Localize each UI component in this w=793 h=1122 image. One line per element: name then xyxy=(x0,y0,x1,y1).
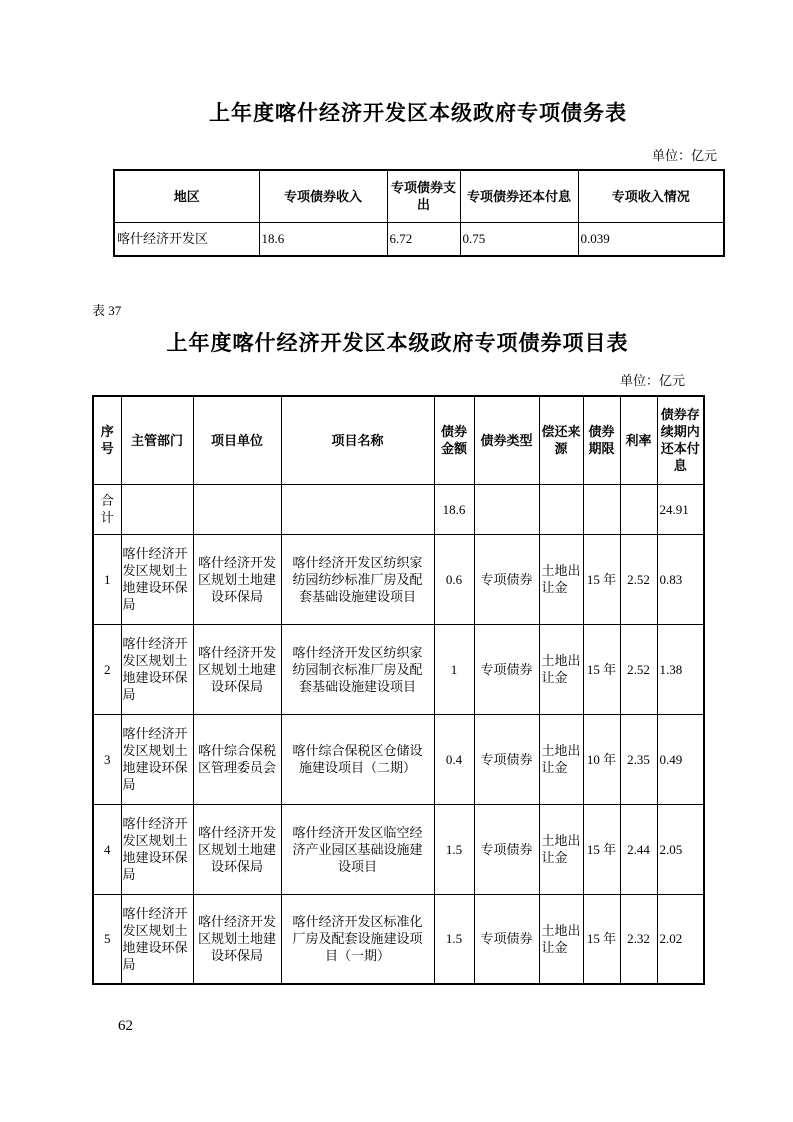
cell-project: 喀什经济开发区临空经济产业园区基础设施建设项目 xyxy=(281,804,434,894)
cell-amount: 1.5 xyxy=(434,804,474,894)
cell-type: 专项债券 xyxy=(474,624,539,714)
cell-no: 4 xyxy=(93,804,121,894)
header-cell-amount: 债券金额 xyxy=(434,396,474,484)
cell-total-lifetime-service: 24.91 xyxy=(657,484,704,534)
cell-source: 土地出让金 xyxy=(539,894,583,984)
bond-projects-header-row xyxy=(93,396,704,484)
debt-summary-unit-label: 单位：亿元 xyxy=(651,148,717,163)
cell-term: 15 年 xyxy=(583,624,620,714)
header-cell-lifetime-service: 债券存续期内还本付息 xyxy=(657,396,704,484)
cell-term: 15 年 xyxy=(583,804,620,894)
cell-empty xyxy=(193,484,281,534)
cell-no: 5 xyxy=(93,894,121,984)
project-row xyxy=(93,534,704,624)
cell-lifetime-service: 0.83 xyxy=(657,534,704,624)
cell-amount: 0.4 xyxy=(434,714,474,804)
cell-amount: 1.5 xyxy=(434,894,474,984)
cell-project: 喀什经济开发区纺织家纺园制衣标准厂房及配套基础设施建设项目 xyxy=(281,624,434,714)
cell-no: 1 xyxy=(93,534,121,624)
debt-summary-table xyxy=(113,169,725,257)
page-number: 62 xyxy=(118,1018,133,1034)
cell-unit: 喀什经济开发区规划土地建设环保局 xyxy=(193,534,281,624)
cell-lifetime-service: 2.02 xyxy=(657,894,704,984)
cell-empty xyxy=(474,484,539,534)
cell-type: 专项债券 xyxy=(474,714,539,804)
bond-projects-unit-label: 单位：亿元 xyxy=(619,373,685,388)
header-cell-region: 地区 xyxy=(114,170,259,222)
cell-source: 土地出让金 xyxy=(539,624,583,714)
cell-rate: 2.32 xyxy=(620,894,657,984)
header-cell-type: 债券类型 xyxy=(474,396,539,484)
cell-region: 喀什经济开发区 xyxy=(114,222,259,256)
cell-rate: 2.52 xyxy=(620,624,657,714)
bond-projects-table xyxy=(92,395,705,985)
cell-dept: 喀什经济开发区规划土地建设环保局 xyxy=(121,534,193,624)
cell-source: 土地出让金 xyxy=(539,534,583,624)
cell-debt-service: 0.75 xyxy=(460,222,578,256)
cell-term: 10 年 xyxy=(583,714,620,804)
cell-no: 3 xyxy=(93,714,121,804)
cell-empty xyxy=(620,484,657,534)
cell-lifetime-service: 1.38 xyxy=(657,624,704,714)
header-cell-no: 序号 xyxy=(93,396,121,484)
cell-rate: 2.35 xyxy=(620,714,657,804)
total-row xyxy=(93,484,704,534)
cell-no: 2 xyxy=(93,624,121,714)
header-cell-dept: 主管部门 xyxy=(121,396,193,484)
debt-summary-title: 上年度喀什经济开发区本级政府专项债务表 xyxy=(209,102,627,125)
cell-empty xyxy=(583,484,620,534)
header-cell-bond-expenditure: 专项债券支出 xyxy=(387,170,460,222)
cell-total-label: 合计 xyxy=(93,484,121,534)
cell-lifetime-service: 2.05 xyxy=(657,804,704,894)
project-row xyxy=(93,804,704,894)
bond-projects-section xyxy=(92,303,703,985)
cell-type: 专项债券 xyxy=(474,804,539,894)
header-cell-source: 偿还来源 xyxy=(539,396,583,484)
project-row xyxy=(93,894,704,984)
cell-dept: 喀什经济开发区规划土地建设环保局 xyxy=(121,624,193,714)
cell-unit: 喀什经济开发区规划土地建设环保局 xyxy=(193,894,281,984)
header-cell-unit: 项目单位 xyxy=(193,396,281,484)
debt-summary-section xyxy=(113,0,723,257)
project-row xyxy=(93,714,704,804)
cell-special-income: 0.039 xyxy=(578,222,724,256)
debt-summary-data-row xyxy=(114,222,724,256)
header-cell-project: 项目名称 xyxy=(281,396,434,484)
cell-term: 15 年 xyxy=(583,894,620,984)
cell-dept: 喀什经济开发区规划土地建设环保局 xyxy=(121,804,193,894)
cell-project: 喀什综合保税区仓储设施建设项目（二期） xyxy=(281,714,434,804)
cell-bond-expenditure: 6.72 xyxy=(387,222,460,256)
bond-projects-title: 上年度喀什经济开发区本级政府专项债券项目表 xyxy=(166,332,629,355)
cell-unit: 喀什经济开发区规划土地建设环保局 xyxy=(193,804,281,894)
cell-unit: 喀什经济开发区规划土地建设环保局 xyxy=(193,624,281,714)
cell-empty xyxy=(121,484,193,534)
cell-unit: 喀什综合保税区管理委员会 xyxy=(193,714,281,804)
cell-amount: 0.6 xyxy=(434,534,474,624)
cell-rate: 2.52 xyxy=(620,534,657,624)
cell-dept: 喀什经济开发区规划土地建设环保局 xyxy=(121,714,193,804)
cell-type: 专项债券 xyxy=(474,894,539,984)
cell-empty xyxy=(539,484,583,534)
cell-bond-income: 18.6 xyxy=(259,222,387,256)
cell-project: 喀什经济开发区纺织家纺园纺纱标准厂房及配套基础设施建设项目 xyxy=(281,534,434,624)
cell-type: 专项债券 xyxy=(474,534,539,624)
cell-term: 15 年 xyxy=(583,534,620,624)
cell-rate: 2.44 xyxy=(620,804,657,894)
table-number-label: 表 37 xyxy=(92,303,122,318)
cell-dept: 喀什经济开发区规划土地建设环保局 xyxy=(121,894,193,984)
header-cell-bond-income: 专项债券收入 xyxy=(259,170,387,222)
cell-source: 土地出让金 xyxy=(539,714,583,804)
cell-project: 喀什经济开发区标准化厂房及配套设施建设项目（一期） xyxy=(281,894,434,984)
header-cell-debt-service: 专项债券还本付息 xyxy=(460,170,578,222)
header-cell-rate: 利率 xyxy=(620,396,657,484)
cell-source: 土地出让金 xyxy=(539,804,583,894)
cell-total-amount: 18.6 xyxy=(434,484,474,534)
project-row xyxy=(93,624,704,714)
debt-summary-header-row xyxy=(114,170,724,222)
header-cell-special-income: 专项收入情况 xyxy=(578,170,724,222)
cell-empty xyxy=(281,484,434,534)
cell-amount: 1 xyxy=(434,624,474,714)
cell-lifetime-service: 0.49 xyxy=(657,714,704,804)
header-cell-term: 债券期限 xyxy=(583,396,620,484)
